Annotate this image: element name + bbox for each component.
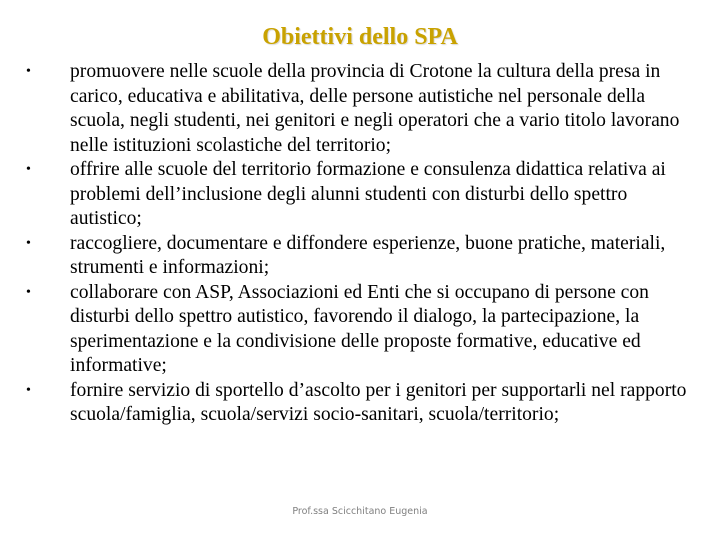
bullet-dot-icon: •: [26, 162, 31, 177]
bullet-dot-icon: •: [26, 284, 31, 300]
bullet-text-3: raccogliere, documentare e diffondere esperienze, buone pratiche, materiali, strumenti e informazioni;: [70, 232, 666, 278]
bullet-item-2: [26, 158, 696, 232]
bullet-item-5: [26, 379, 696, 428]
bullet-item-3: [26, 232, 696, 281]
bullet-dot-icon: •: [26, 382, 31, 398]
bullet-text-4: collaborare con ASP, Associazioni ed Enti che si occupano di persone con disturbi dello spettro autistico, favorendo il dialogo, la partecipazione, la sperimentazione e la condivisione delle proposte formative, educative ed informative;: [70, 281, 649, 376]
bullet-text-1: promuovere nelle scuole della provincia di Crotone la cultura della presa in carico, educativa e abilitativa, delle persone autistiche nel personale della scuola, negli studenti, nei genitori e negli operatori che a vario titolo lavorano nelle istituzioni scolastiche del territorio;: [70, 61, 680, 156]
footer-author: Prof.ssa Scicchitano Eugenia: [292, 506, 428, 517]
bullet-list: [26, 60, 696, 428]
bullet-dot-icon: •: [26, 64, 31, 79]
bullet-text-2: offrire alle scuole del territorio formazione e consulenza didattica relativa ai problemi dell’inclusione degli alunni studenti con disturbi dello spettro autistico;: [70, 159, 666, 229]
bullet-dot-icon: •: [26, 235, 31, 251]
bullet-item-1: [26, 60, 696, 158]
bullet-item-4: [26, 281, 696, 379]
slide-title: Obiettivi dello SPA: [262, 24, 458, 50]
bullet-text-5: fornire servizio di sportello d’ascolto per i genitori per supportarli nel rapporto scuola/famiglia, scuola/servizi socio-sanitari, scuola/territorio;: [70, 379, 687, 425]
